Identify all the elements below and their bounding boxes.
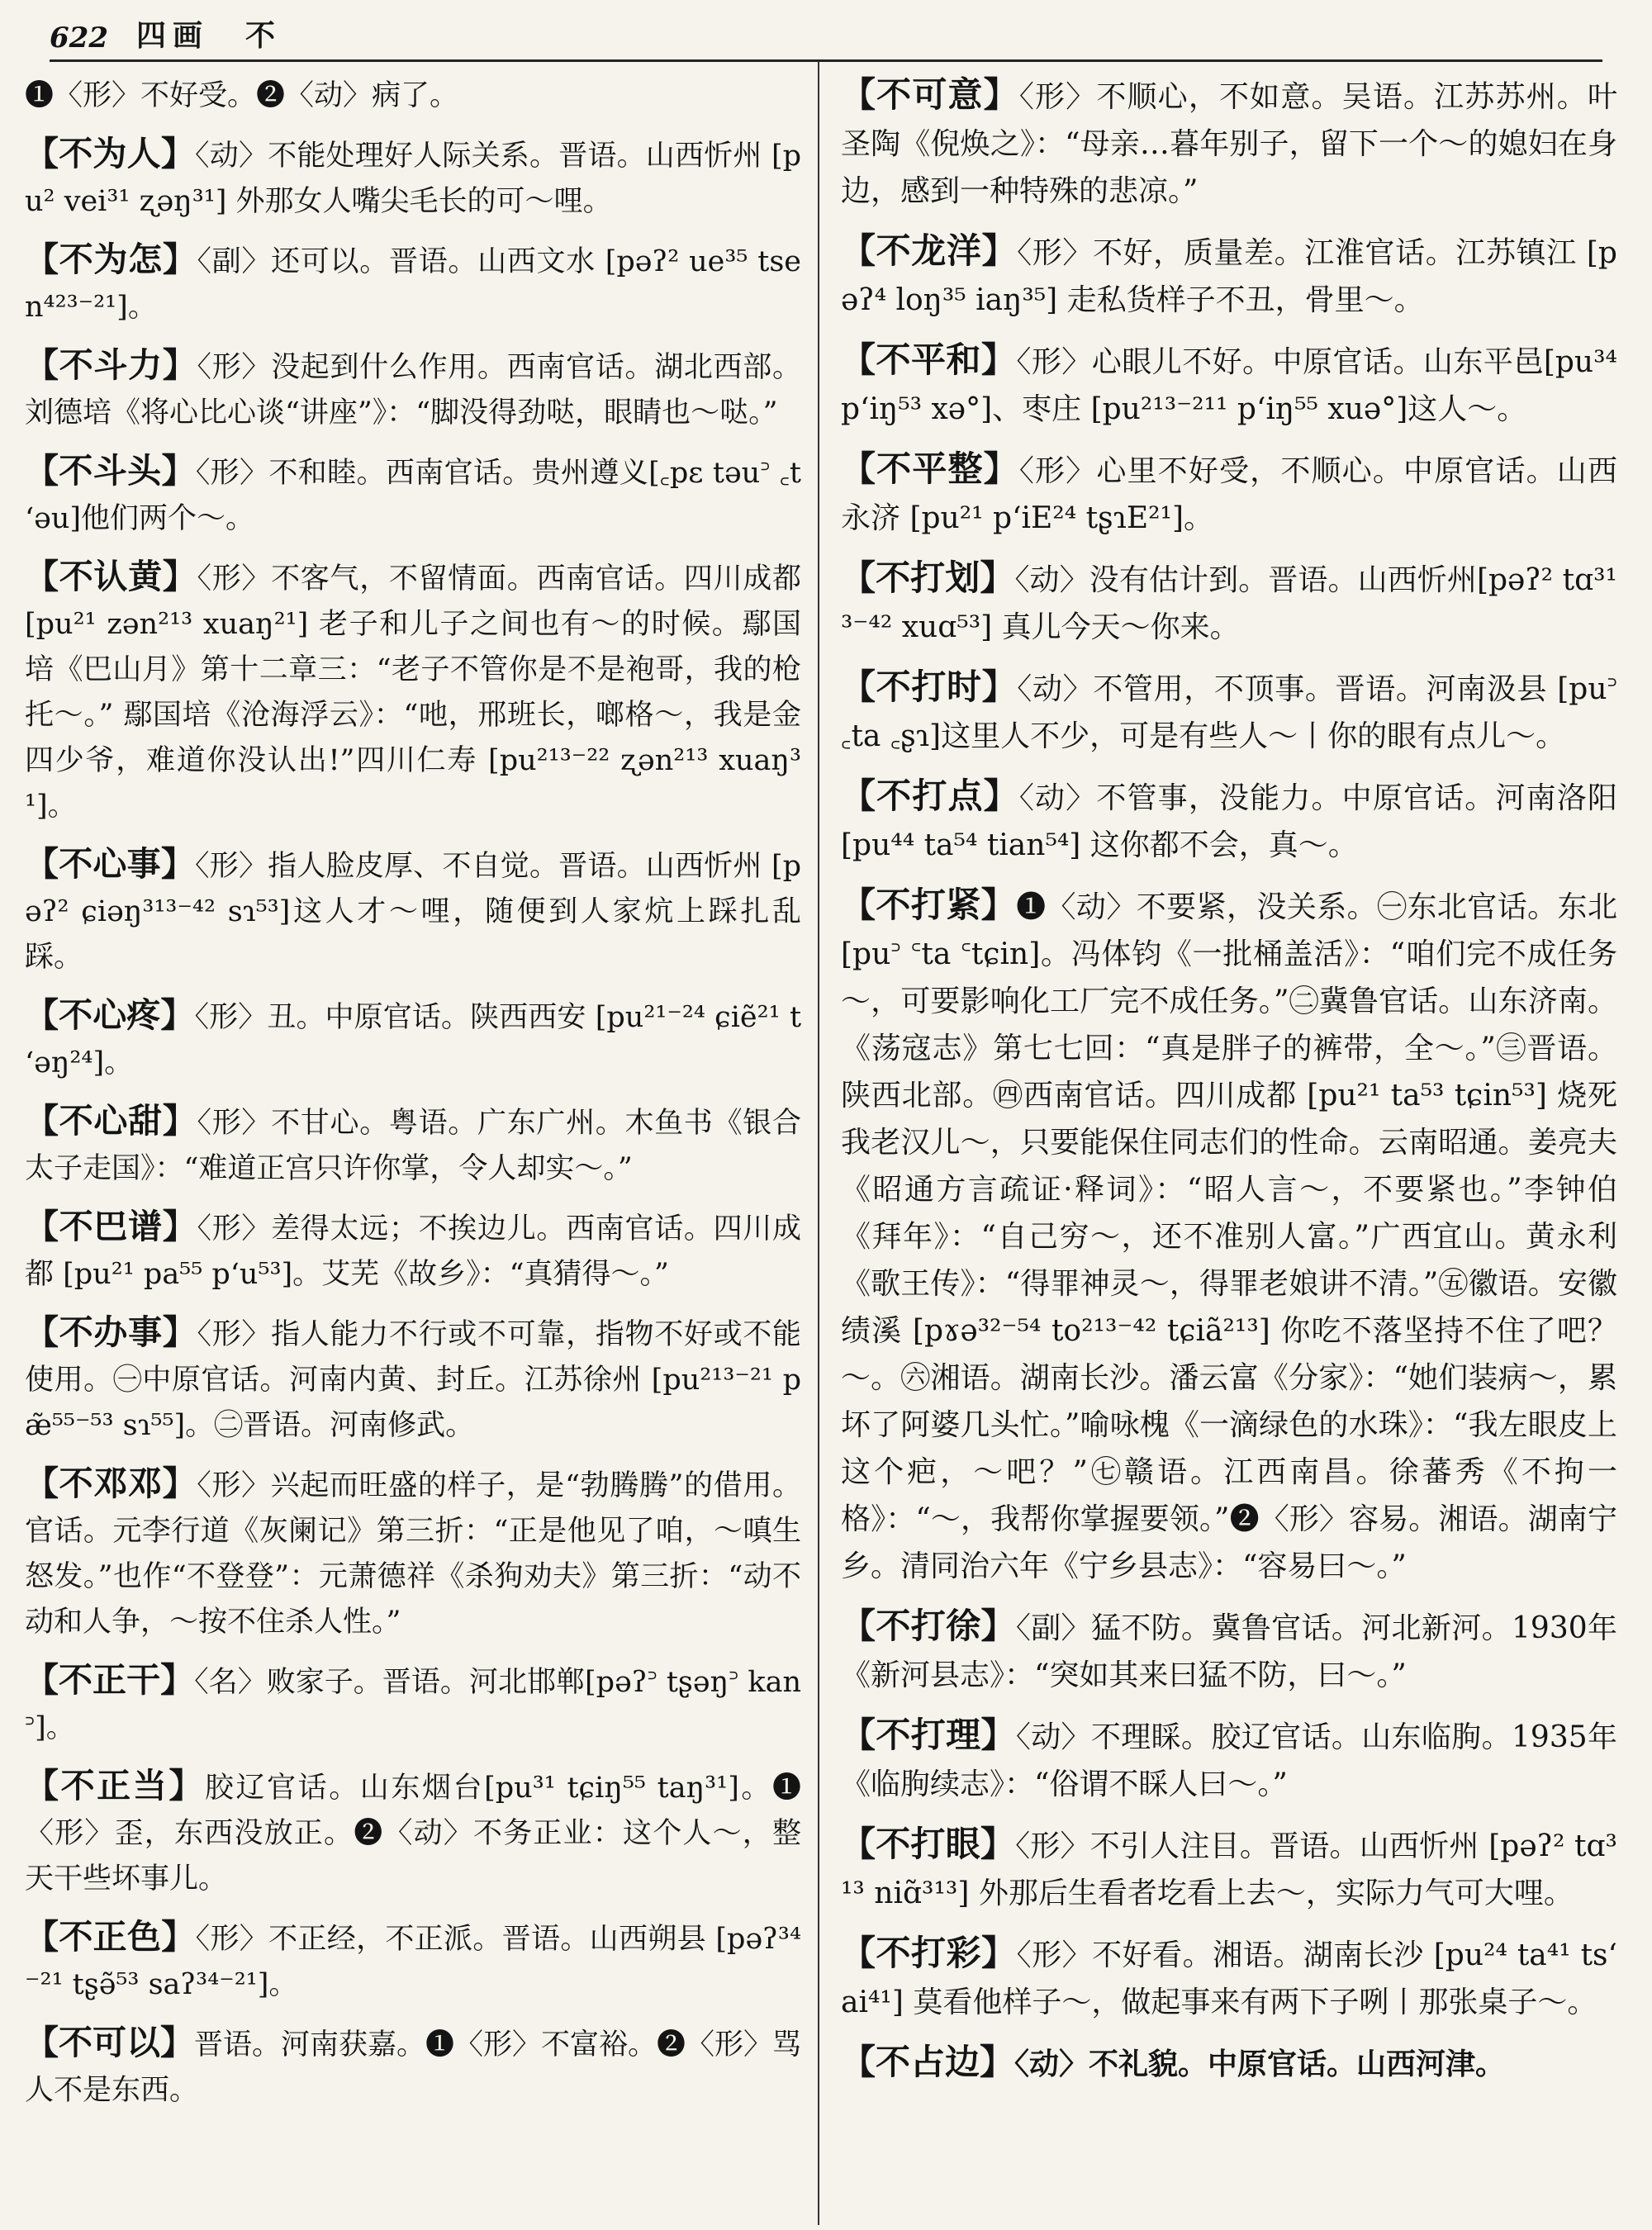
dictionary-entry	[25, 1763, 801, 1902]
entry-definition: 〈形〉没起到什么作用。西南官话。湖北西部。刘德培《将心比心谈“讲座”》：“脚没得劲哒，眼睛也～哒。”	[25, 351, 801, 429]
entry-headword: 【不占边】	[841, 2042, 1015, 2082]
entry-definition: 〈动〉不能处理好人际关系。晋语。山西忻州 [pu² vei³¹ ʐəŋ³¹] 外那女人嘴尖毛长的可～哩。	[25, 140, 802, 218]
entry-headword: 【不认黄】	[25, 557, 197, 596]
entry-definition: 〈副〉还可以。晋语。山西文水 [pəʔ² ue³⁵ tsen⁴²³⁻²¹]。	[25, 245, 801, 324]
entry-headword: 【不邓邓】	[25, 1464, 197, 1503]
dictionary-entry	[25, 1310, 801, 1449]
dictionary-entry	[25, 1658, 801, 1751]
entry-headword: 【不斗力】	[25, 345, 197, 385]
entry-definition: 〈动〉不礼貌。中原官话。山西河津。	[1014, 2047, 1506, 2081]
entry-definition: 〈形〉心眼儿不好。中原官话。山东平邑[pu³⁴ pʻiŋ⁵³ xə°]、枣庄 [pu²¹³⁻²¹¹ pʻiŋ⁵⁵ xuə°]这人～。	[841, 345, 1617, 426]
column-divider	[818, 61, 819, 2225]
dictionary-entry	[841, 336, 1617, 433]
entry-headword: 【不办事】	[25, 1312, 197, 1352]
entry-definition: 〈形〉差得太远；不挨边儿。西南官话。四川成都 [pu²¹ pa⁵⁵ pʻu⁵³]。艾芜《故乡》：“真猜得～。”	[25, 1212, 801, 1291]
entry-headword: 【不平整】	[841, 448, 1019, 489]
entry-headword: 【不可以】	[25, 2023, 194, 2062]
dictionary-entry	[25, 71, 801, 119]
dictionary-entry	[841, 1820, 1617, 1917]
entry-definition: 胶辽官话。山东烟台[pu³¹ tɕiŋ⁵⁵ taŋ³¹]。❶〈形〉歪，东西没放正。❷〈动〉不务正业：这个人～，整天干些坏事儿。	[25, 1772, 802, 1896]
dictionary-entry	[25, 993, 801, 1086]
entry-definition: 〈形〉不引人注目。晋语。山西忻州 [pəʔ² tɑ³¹³ niɑ̃³¹³] 外那后生看者圪看上去～，实际力气可大哩。	[841, 1829, 1617, 1910]
dictionary-entry	[841, 1929, 1617, 2026]
entry-headword: 【不心疼】	[25, 995, 195, 1035]
entry-headword: 【不可意】	[841, 74, 1019, 115]
entry-definition: 〈动〉没有估计到。晋语。山西忻州[pəʔ² tɑ³¹³⁻⁴² xuɑ⁵³] 真儿今天～你来。	[841, 563, 1617, 644]
entry-definition: 〈动〉不理睬。胶辽官话。山东临朐。1935年《临朐续志》：“俗谓不睬人曰～。”	[841, 1720, 1617, 1801]
dictionary-entry	[25, 2020, 801, 2114]
dictionary-entry	[841, 1711, 1617, 1808]
entry-headword: 【不心事】	[25, 844, 196, 884]
entry-definition: 〈名〉败家子。晋语。河北邯郸[pəʔ꜄ tʂəŋ꜄ kan꜄]。	[25, 1666, 801, 1744]
entry-headword: 【不龙洋】	[841, 230, 1018, 271]
page-header	[50, 5, 282, 55]
dictionary-entry	[25, 554, 801, 829]
dictionary-entry	[841, 2038, 1617, 2088]
dictionary-entry	[25, 1204, 801, 1298]
entry-definition: 〈形〉不顺心，不如意。吴语。江苏苏州。叶圣陶《倪焕之》：“母亲…暮年别子，留下一个～的媳妇在身边，感到一种特殊的悲凉。”	[841, 80, 1617, 208]
right-column	[841, 71, 1617, 2100]
entry-headword: 【不打徐】	[841, 1606, 1016, 1646]
dictionary-entry	[25, 237, 801, 330]
entry-definition: 〈形〉不和睦。西南官话。贵州遵义[꜀pɛ təu꜄ ꜀tʻəu]他们两个～。	[25, 457, 801, 535]
entry-headword: 【不打时】	[841, 667, 1018, 707]
dictionary-entry	[841, 71, 1617, 215]
entry-headword: 【不打点】	[841, 776, 1019, 816]
entry-headword: 【不打理】	[841, 1715, 1016, 1755]
entry-headword: 【不打划】	[841, 558, 1015, 598]
entry-headword: 【不为怎】	[25, 240, 197, 279]
entry-definition: 〈形〉不客气，不留情面。西南官话。四川成都 [pu²¹ zən²¹³ xuaŋ²¹] 老子和儿子之间也有～的时候。鄢国培《巴山月》第十二章三：“老子不管你是不是袍哥，我的枪托～。” 鄢国培《沧海浮云》：“吔，邢班长，啷格～，我是金四少爷，难道你没认出!”四川仁寿 [pu²¹³⁻²² ʐən²¹³ xuaŋ³¹]。	[25, 562, 801, 823]
entry-headword: 【不正干】	[25, 1660, 195, 1700]
dictionary-entry	[25, 1098, 801, 1192]
entry-definition: 〈形〉不正经，不正派。晋语。山西朔县 [pəʔ³⁴⁻²¹ tʂə̃⁵³ saʔ³⁴⁻²¹]。	[25, 1923, 801, 2001]
entry-definition: 晋语。河南获嘉。❶〈形〉不富裕。❷〈形〉骂人不是东西。	[25, 2028, 802, 2107]
dictionary-entry	[25, 842, 801, 980]
dictionary-entry	[841, 445, 1617, 542]
page-number: 622	[50, 21, 108, 55]
entry-headword: 【不心甜】	[25, 1101, 197, 1141]
entry-definition: 〈动〉不管事，没能力。中原官话。河南洛阳 [pu⁴⁴ ta⁵⁴ tian⁵⁴] 这你都不会，真～。	[841, 781, 1617, 862]
entry-definition: 〈形〉不甘心。粤语。广东广州。木鱼书《银合太子走国》：“难道正宫只许你掌，令人却实～。”	[25, 1107, 801, 1185]
entry-headword: 【不平和】	[841, 339, 1017, 380]
section-heading: 四画 不	[135, 18, 282, 53]
entry-headword: 【不打紧】	[841, 885, 1017, 925]
dictionary-entry	[25, 1461, 801, 1645]
dictionary-entry	[841, 881, 1617, 1590]
left-column	[25, 71, 801, 2126]
dictionary-entry	[841, 554, 1617, 651]
entry-definition: 〈动〉不管用，不顶事。晋语。河南汲县 [pu꜄ ꜀ta ꜀ʂɿ]这里人不少，可是有些人～丨你的眼有点儿～。	[841, 672, 1617, 753]
dictionary-entry	[841, 772, 1617, 869]
entry-headword: 【不打彩】	[841, 1933, 1017, 1973]
entry-definition: 〈形〉不好看。湘语。湖南长沙 [pu²⁴ ta⁴¹ tsʻai⁴¹] 莫看他样子～，做起事来有两下子咧丨那张桌子～。	[841, 1938, 1617, 2019]
entry-headword: 【不正当】	[25, 1766, 205, 1805]
dictionary-entry	[25, 1914, 801, 2008]
entry-definition: 〈形〉指人脸皮厚、不自觉。晋语。山西忻州 [pəʔ² ɕiəŋ³¹³⁻⁴² sɿ⁵³]这人才～哩，随便到人家炕上踩扎乱踩。	[25, 850, 802, 974]
header-rule	[50, 59, 1602, 62]
entry-headword: 【不为人】	[25, 134, 196, 173]
dictionary-entry	[841, 1602, 1617, 1699]
entry-definition: 〈形〉指人能力不行或不可靠，指物不好或不能使用。㊀中原官话。河南内黄、封丘。江苏徐州 [pu²¹³⁻²¹ pæ̃⁵⁵⁻⁵³ sɿ⁵⁵]。㊁晋语。河南修武。	[25, 1318, 801, 1442]
entry-headword: 【不斗头】	[25, 451, 196, 491]
entry-headword: 【不正色】	[25, 1917, 196, 1957]
entry-headword: 【不打眼】	[841, 1824, 1016, 1864]
dictionary-entry	[841, 663, 1617, 760]
entry-definition: 〈形〉兴起而旺盛的样子，是“勃腾腾”的借用。官话。元李行道《灰阑记》第三折：“正是他见了咱，～嗔生怒发。”也作“不登登”：元萧德祥《杀狗劝夫》第三折：“动不动和人争，～按不住杀人性。”	[25, 1469, 801, 1639]
entry-definition: ❶〈动〉不要紧，没关系。㊀东北官话。东北 [pu꜄ ꜂ta ꜂tɕin]。冯体钧《一批桶盖活》：“咱们完不成任务～，可要影响化工厂完不成任务。”㊁冀鲁官话。山东济南。《荡寇志》第七七回：“真是胖子的裤带，全～。”㊂晋语。陕西北部。㊃西南官话。四川成都 [pu²¹ ta⁵³ tɕin⁵³] 烧死我老汉儿～，只要能保住同志们的性命。云南昭通。姜亮夫《昭通方言疏证·释词》：“昭人言～，不要紧也。”李钟伯《拜年》：“自己穷～，还不准别人富。”广西宜山。黄永利《歌王传》：“得罪神灵～，得罪老娘讲不清。”㊄徽语。安徽绩溪 [pɤə³²⁻⁵⁴ to²¹³⁻⁴² tɕiã²¹³] 你吃不落坚持不住了吧？～。㊅湘语。湖南长沙。潘云富《分家》：“她们装病～，累坏了阿婆几头忙。”喻咏槐《一滴绿色的水珠》：“我左眼皮上这个疤，～吧？”㊆赣语。江西南昌。徐蕃秀《不拘一格》：“～，我帮你掌握要领。”❷〈形〉容易。湘语。湖南宁乡。清同治六年《宁乡县志》：“容易曰～。”	[841, 890, 1617, 1583]
entry-definition: 〈形〉心里不好受，不顺心。中原官话。山西永济 [pu²¹ pʻiE²⁴ tʂɿE²¹]。	[841, 454, 1617, 535]
dictionary-entry	[25, 448, 801, 542]
dictionary-entry	[25, 131, 801, 225]
entry-definition: 〈副〉猛不防。冀鲁官话。河北新河。1930年《新河县志》：“突如其来曰猛不防，曰～。”	[841, 1611, 1617, 1692]
entry-definition: ❶〈形〉不好受。❷〈动〉病了。	[25, 79, 459, 112]
entry-definition: 〈形〉丑。中原官话。陕西西安 [pu²¹⁻²⁴ ɕiẽ²¹ tʻəŋ²⁴]。	[25, 1001, 802, 1079]
entry-headword: 【不巴谱】	[25, 1207, 197, 1246]
entry-definition: 〈形〉不好，质量差。江淮官话。江苏镇江 [pəʔ⁴ loŋ³⁵ iaŋ³⁵] 走私货样子不丑，骨里～。	[841, 236, 1617, 317]
dictionary-entry	[841, 227, 1617, 324]
dictionary-entry	[25, 343, 801, 436]
